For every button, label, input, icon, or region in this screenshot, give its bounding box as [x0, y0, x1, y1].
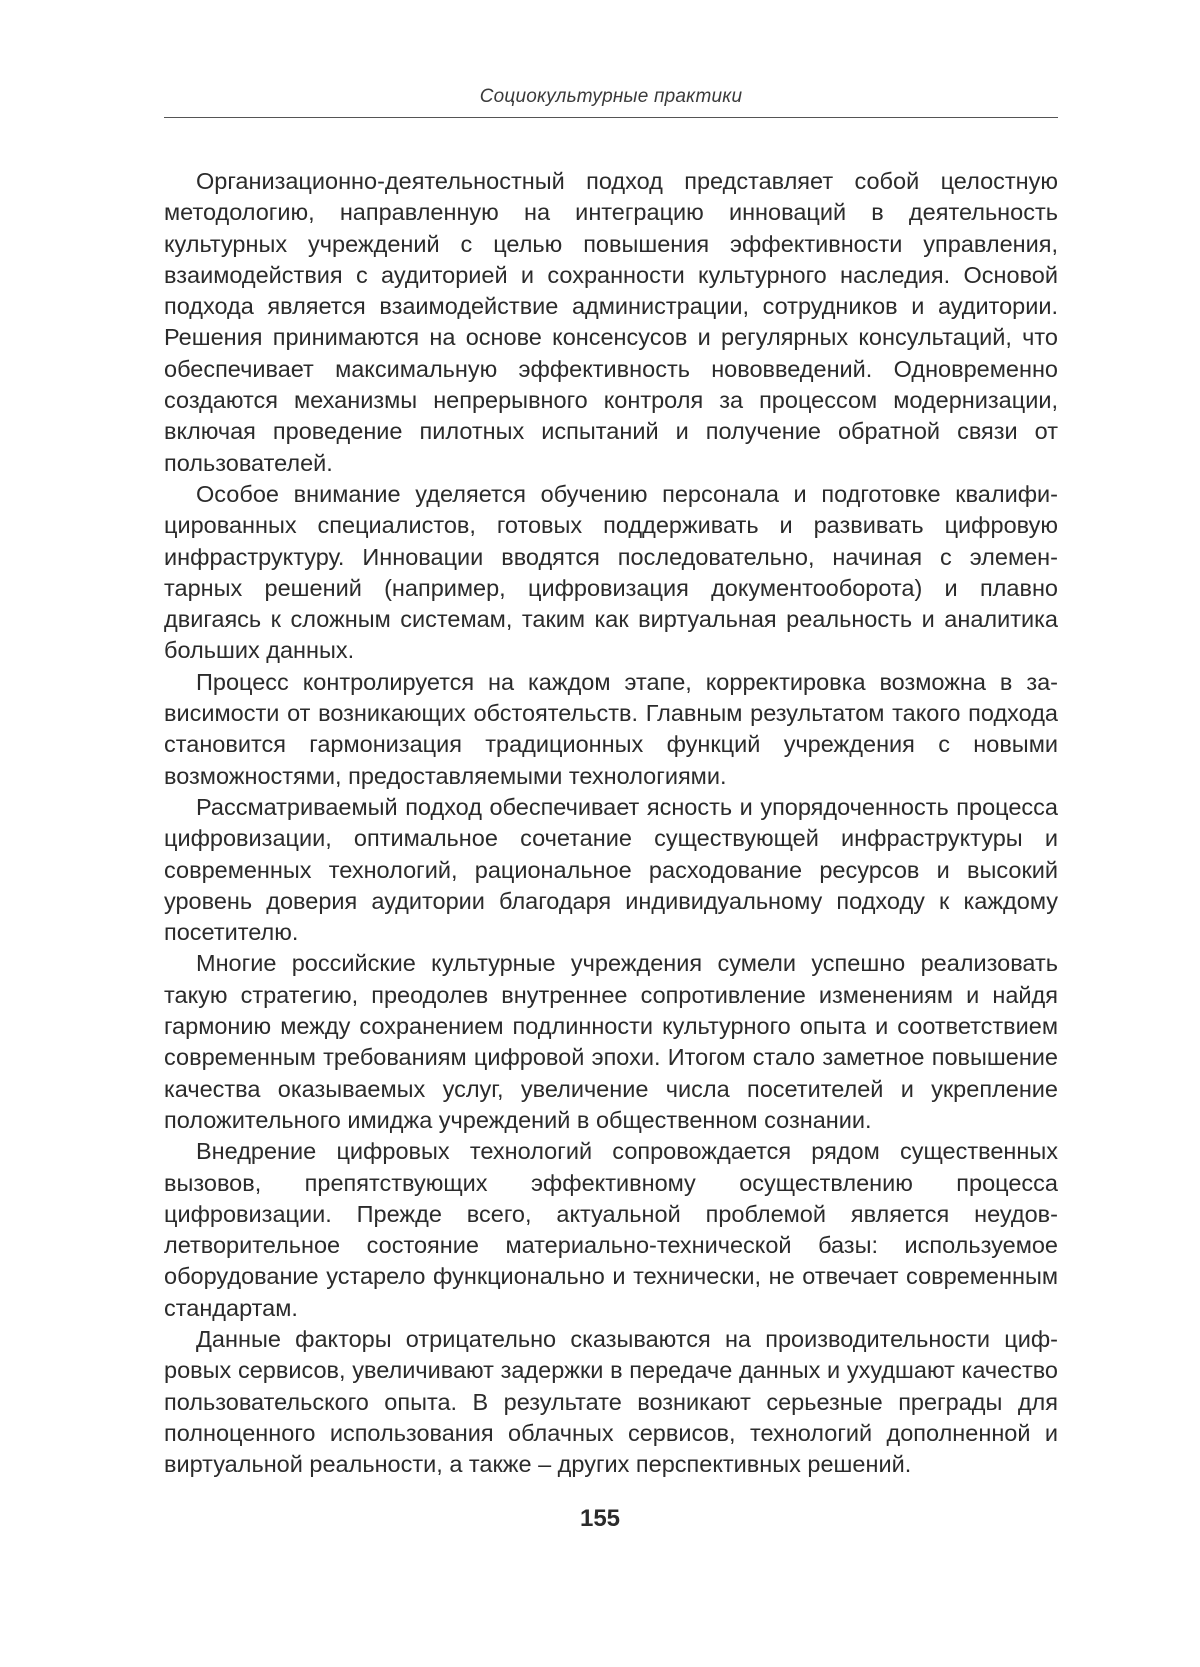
paragraph-4: Рассматриваемый подход обеспечивает ясность и упорядоченность процесса цифровизации, оптимальное сочетание существующей инфраструктуры и современных технологий, рациональное расходование ресурсов и высокий уровень доверия аудитории благодаря индивидуальному подходу к каждому посетителю. [164, 793, 1058, 946]
paragraph-6: Внедрение цифровых технологий сопровождается рядом существенных вызовов, препятствующих эффективному осуществлению процесса цифровизации. Прежде всего, актуальной проблемой является неудовлетворительное состояние материально-технической базы: используемое оборудование устарело функционально и технически, не отвечает современным стандартам. [164, 1138, 1058, 1321]
paragraph-3: Процесс контролируется на каждом этапе, корректировка возможна в зависимости от возникающих обстоятельств. Главным результатом такого подхода становится гармонизация традиционных функций учреждения с новыми возможностями, предоставляемыми технологиями. [164, 668, 1058, 789]
header-divider [164, 117, 1058, 118]
paragraph-5: Многие российские культурные учреждения сумели успешно реализовать такую стратегию, преодолев внутреннее сопротивление изменениям и найдя гармонию между сохранением подлинности культурного опыта и соответствием современным требованиям цифровой эпохи. Итогом стало заметное повышение качества оказываемых услуг, увеличение числа посетителей и укрепление положительного имиджа учреждений в общественном сознании. [164, 950, 1058, 1133]
paragraph-7: Данные факторы отрицательно сказываются на производительности цифровых сервисов, увеличивают задержки в передаче данных и ухудшают качество пользовательского опыта. В результате возникают серьезные преграды для полноценного использования облачных сервисов, технологий дополненной и виртуальной реальности, а также – других перспективных решений. [164, 1325, 1058, 1478]
running-header: Социокультурные практики [479, 86, 743, 107]
paragraph-2: Особое внимание уделяется обучению персонала и подготовке квалифицированных специалистов, готовых поддерживать и развивать цифровую инфраструктуру. Инновации вводятся последовательно, начиная с элементарных решений (например, цифровизация документооборота) и плавно двигаясь к сложным системам, таким как виртуальная реальность и аналитика больших данных. [164, 480, 1058, 664]
page-number: 155 [579, 1505, 621, 1532]
paragraph-1: Организационно-деятельностный подход представляет собой целостную методологию, направленную на интеграцию инноваций в деятельность культурных учреждений с целью повышения эффективности управления, взаимодействия с аудиторией и сохранности культурного наследия. Основой подхода является взаимодействие администрации, сотрудников и аудитории. Решения принимаются на основе консенсусов и регулярных консультаций, что обеспечивает максимальную эффективность нововведений. Одновременно создаются механизмы непрерывного контроля за процессом модернизации, включая проведение пилотных испытаний и получение обратной связи от пользователей. [164, 168, 1058, 476]
body-text [164, 166, 1058, 1480]
